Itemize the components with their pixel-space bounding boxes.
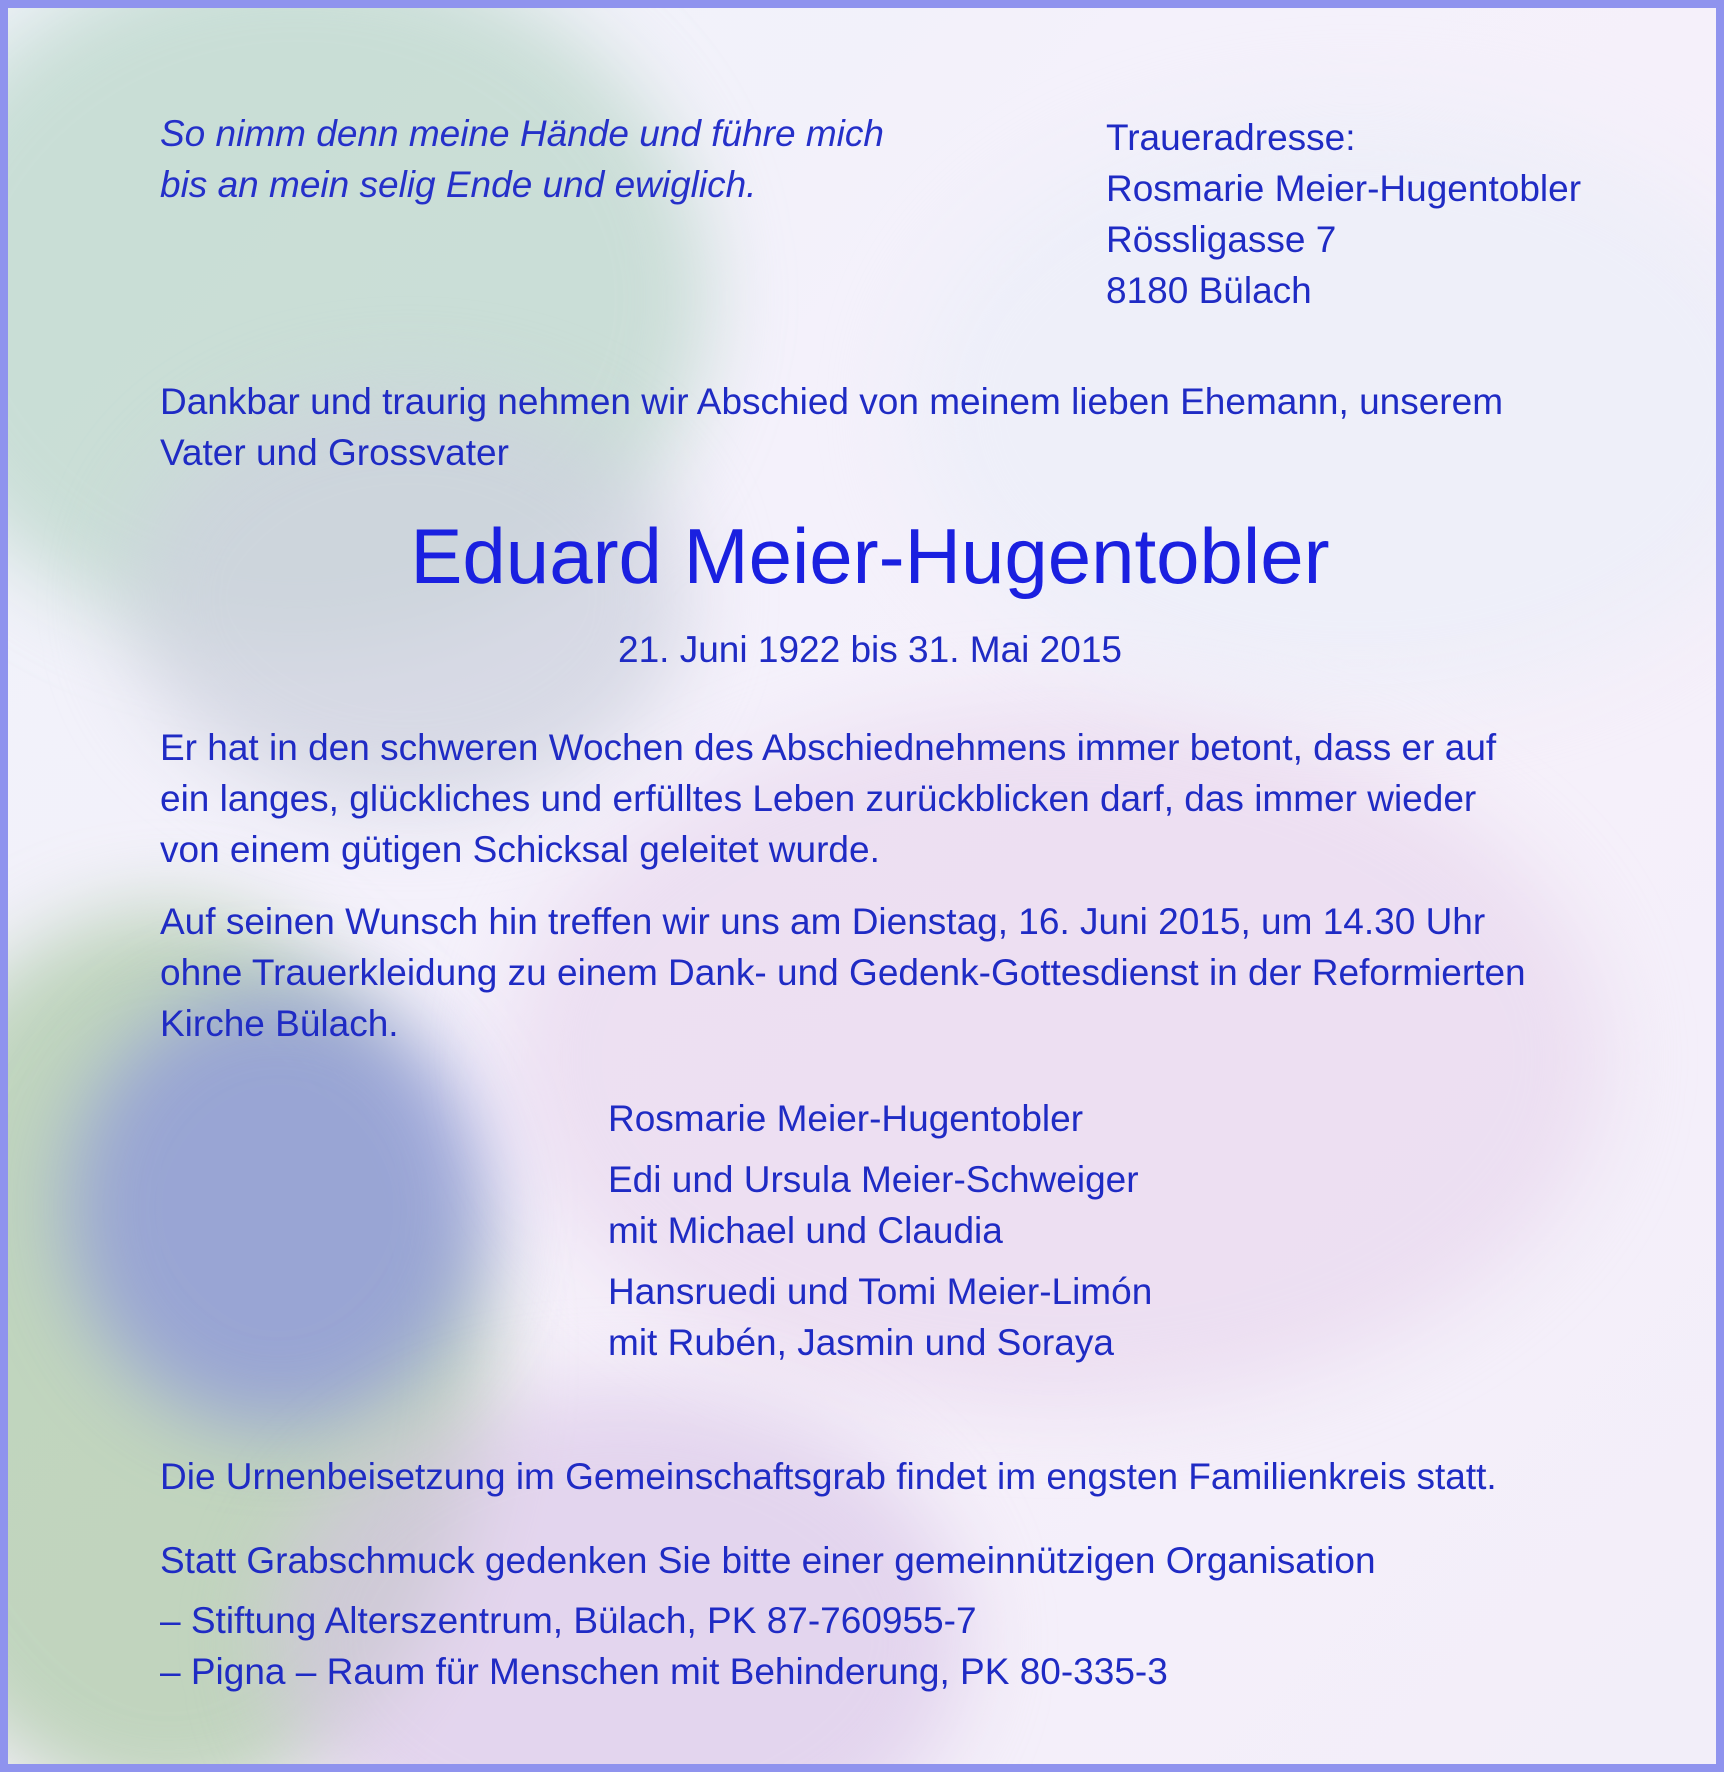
donation-notice — [160, 1535, 1660, 1697]
family-line: Hansruedi und Tomi Meier-Limón — [608, 1271, 1153, 1312]
life-dates: 21. Juni 1922 bis 31. Mai 2015 — [618, 629, 1122, 670]
address-line: Rosmarie Meier-Hugentobler — [1106, 168, 1582, 209]
paragraph-line: Er hat in den schweren Wochen des Abschiednehmens immer betont, dass er auf — [160, 727, 1497, 768]
address-line: Rössligasse 7 — [1106, 219, 1337, 260]
burial-notice — [160, 1451, 1660, 1502]
donation-lead: Statt Grabschmuck gedenken Sie bitte einer gemeinnützigen Organisation — [160, 1540, 1376, 1581]
verse-line: So nimm denn meine Hände und führe mich — [160, 113, 884, 154]
intro-line: Dankbar und traurig nehmen wir Abschied von meinem lieben Ehemann, unserem — [160, 381, 1504, 422]
verse — [160, 108, 1060, 210]
paragraph — [160, 896, 1660, 1049]
family-signatures — [608, 1093, 1608, 1378]
family-group — [608, 1266, 1608, 1368]
family-line: Edi und Ursula Meier-Schweiger — [608, 1159, 1139, 1200]
family-line: Rosmarie Meier-Hugentobler — [608, 1098, 1084, 1139]
verse-line: bis an mein selig Ende und ewiglich. — [160, 164, 757, 205]
paragraph — [160, 722, 1660, 875]
family-group — [608, 1093, 1608, 1144]
paragraph-line: Kirche Bülach. — [160, 1003, 399, 1044]
deceased-name: Eduard Meier-Hugentobler — [410, 512, 1330, 600]
donation-item: – Stiftung Alterszentrum, Bülach, PK 87-760955-7 — [160, 1600, 977, 1641]
paragraph-line: Auf seinen Wunsch hin treffen wir uns am Dienstag, 16. Juni 2015, um 14.30 Uhr — [160, 901, 1486, 942]
family-group — [608, 1154, 1608, 1256]
donation-item: – Pigna – Raum für Menschen mit Behinderung, PK 80-335-3 — [160, 1651, 1168, 1692]
paragraph-line: von einem gütigen Schicksal geleitet wurde. — [160, 829, 880, 870]
burial-line: Die Urnenbeisetzung im Gemeinschaftsgrab findet im engsten Familienkreis statt. — [160, 1456, 1497, 1497]
mourning-address — [1106, 112, 1706, 316]
intro-text — [160, 376, 1660, 478]
address-heading: Traueradresse: — [1106, 117, 1356, 158]
family-line: mit Michael und Claudia — [608, 1210, 1003, 1251]
intro-line: Vater und Grossvater — [160, 432, 509, 473]
obituary-content — [8, 8, 1716, 1764]
paragraph-line: ein langes, glückliches und erfülltes Leben zurückblicken darf, das immer wieder — [160, 778, 1477, 819]
family-line: mit Rubén, Jasmin und Soraya — [608, 1322, 1114, 1363]
address-line: 8180 Bülach — [1106, 270, 1312, 311]
paragraph-line: ohne Trauerkleidung zu einem Dank- und Gedenk-Gottesdienst in der Reformierten — [160, 952, 1526, 993]
